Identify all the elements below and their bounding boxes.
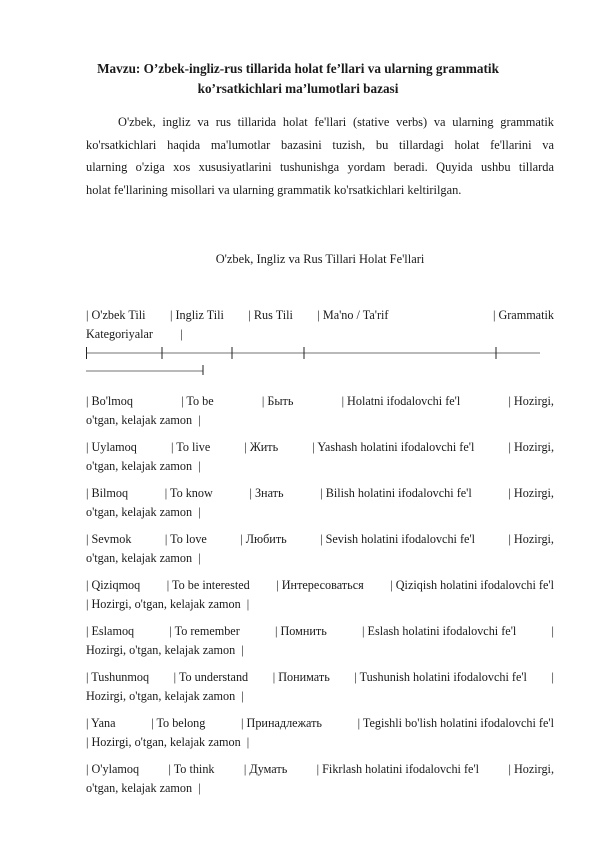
- table-header: [86, 306, 554, 343]
- cell: | Любить: [240, 532, 287, 546]
- cell: | Hozirgi,: [508, 440, 554, 454]
- table-row: [86, 714, 554, 751]
- cell: o'tgan, kelajak zamon |: [86, 550, 201, 565]
- header-cell: | Ingliz Tili: [170, 308, 224, 322]
- cell: Hozirgi, o'tgan, kelajak zamon |: [86, 688, 244, 703]
- cell: | To understand: [173, 670, 249, 684]
- table-row: [86, 392, 554, 429]
- cell: | Думать: [243, 762, 288, 776]
- cell: |: [551, 670, 554, 684]
- cell: | To know: [164, 486, 213, 500]
- cell: | To live: [170, 440, 211, 454]
- cell: | Интересоваться: [276, 578, 364, 592]
- cell: | To belong: [151, 716, 206, 730]
- cell: | Hozirgi,: [508, 394, 554, 408]
- header-cell: | O'zbek Tili: [86, 308, 146, 322]
- cell: | Holatni ifodalovchi fe'l: [341, 394, 461, 408]
- table-row: [86, 668, 554, 705]
- cell: | Eslamoq: [86, 624, 135, 638]
- header-cell: | Rus Tili: [248, 308, 293, 322]
- table-separator: [86, 345, 554, 375]
- document-title: [86, 59, 510, 99]
- cell: | Hozirgi,: [508, 486, 554, 500]
- cell: | To be interested: [166, 578, 250, 592]
- cell: | Bilmoq: [86, 486, 129, 500]
- table-row: [86, 760, 554, 797]
- intro-line: ularning o'ziga xos xususiyatlarini tushunishga yordam beradi. Quyida ushbu tillarda: [86, 160, 554, 175]
- cell: | Hozirgi,: [508, 532, 554, 546]
- cell: | Qiziqish holatini ifodalovchi fe'l: [390, 578, 554, 592]
- header-line-2: Kategoriyalar |: [86, 326, 183, 341]
- table-row: [86, 438, 554, 475]
- header-cell: | Ma'no / Ta'rif: [317, 308, 389, 322]
- cell: Hozirgi, o'tgan, kelajak zamon |: [86, 642, 244, 657]
- cell: | Yana: [86, 716, 116, 730]
- cell: | Помнить: [275, 624, 327, 638]
- title-line-2: ko’rsatkichlari ma’lumotlari bazasi: [197, 81, 399, 96]
- cell: | Yashash holatini ifodalovchi fe'l: [312, 440, 475, 454]
- cell: | Bo'lmoq: [86, 394, 133, 408]
- cell: | Uylamoq: [86, 440, 137, 454]
- cell: | Sevish holatini ifodalovchi fe'l: [320, 532, 476, 546]
- cell: o'tgan, kelajak zamon |: [86, 458, 201, 473]
- cell: | Знать: [249, 486, 284, 500]
- cell: o'tgan, kelajak zamon |: [86, 780, 201, 795]
- intro-line: ko'rsatkichlari haqida ma'lumotlar bazasini tuzish, bu tillardagi holat fe'llarini va: [86, 137, 554, 152]
- title-line-1: Mavzu: O’zbek-ingliz-rus tillarida holat fe’llari va ularning grammatik: [97, 61, 499, 76]
- cell: | To be: [181, 394, 214, 408]
- cell: o'tgan, kelajak zamon |: [86, 412, 201, 427]
- table-title: O'zbek, Ingliz va Rus Tillari Holat Fe'llari: [215, 252, 425, 266]
- cell: | Hozirgi,: [508, 762, 554, 776]
- cell: | Hozirgi, o'tgan, kelajak zamon |: [86, 734, 250, 749]
- cell: | Жить: [244, 440, 279, 454]
- cell: | Sevmok: [86, 532, 132, 546]
- cell: |: [551, 624, 554, 638]
- cell: | Hozirgi, o'tgan, kelajak zamon |: [86, 596, 250, 611]
- table-row: [86, 622, 554, 659]
- cell: | To remember: [169, 624, 240, 638]
- header-cell: | Grammatik: [492, 308, 554, 322]
- intro-line: holat fe'llarining misollari va ularning grammatik ko'rsatkichlari keltirilgan.: [86, 182, 462, 197]
- cell: | To love: [164, 532, 207, 546]
- intro-line: O'zbek, ingliz va rus tillarida holat fe'llari (stative verbs) va ularning grammatik: [118, 115, 554, 129]
- table-row: [86, 576, 554, 613]
- cell: | To think: [168, 762, 215, 776]
- cell: | Tushunmoq: [86, 670, 150, 684]
- cell: | O'ylamoq: [86, 762, 140, 776]
- cell: | Понимать: [272, 670, 330, 684]
- cell: | Tegishli bo'lish holatini ifodalovchi fe'l: [357, 716, 554, 730]
- cell: | Tushunish holatini ifodalovchi fe'l: [354, 670, 527, 684]
- cell: | Fikrlash holatini ifodalovchi fe'l: [316, 762, 480, 776]
- table-row: [86, 530, 554, 567]
- cell: | Eslash holatini ifodalovchi fe'l: [362, 624, 517, 638]
- table-row: [86, 484, 554, 521]
- cell: o'tgan, kelajak zamon |: [86, 504, 201, 519]
- intro-paragraph: [86, 111, 554, 201]
- cell: | Быть: [261, 394, 294, 408]
- cell: | Bilish holatini ifodalovchi fe'l: [320, 486, 472, 500]
- cell: | Принадлежать: [241, 716, 322, 730]
- cell: | Qiziqmoq: [86, 578, 141, 592]
- header-line-1: [86, 306, 554, 325]
